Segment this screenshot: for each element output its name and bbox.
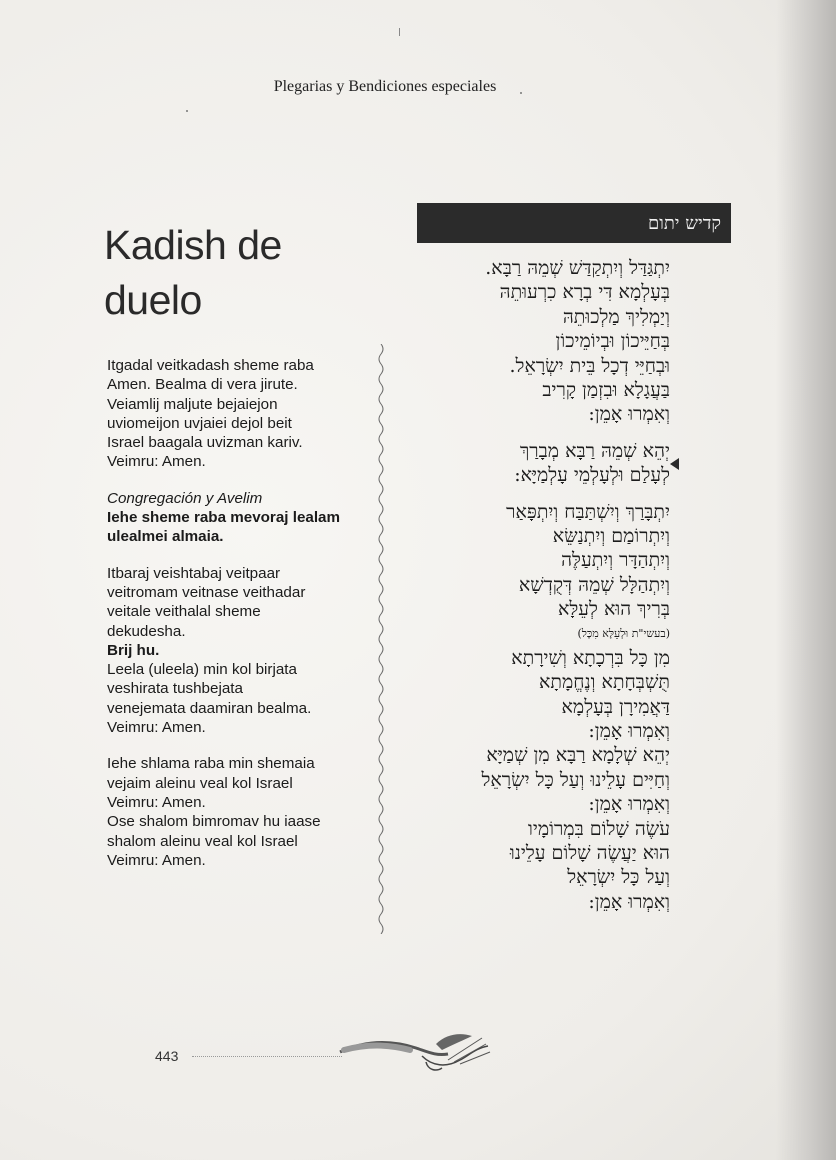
translit-line: shalom aleinu veal kol Israel bbox=[107, 832, 298, 850]
hebrew-line: תֻּשְׁבְּחָתָא וְנֶחֱמָתָא bbox=[538, 671, 670, 694]
hebrew-line: בְּחַיֵּיכוֹן וּבְיוֹמֵיכוֹן bbox=[555, 330, 670, 353]
hebrew-line: דַּאֲמִירָן בְּעָלְמָא bbox=[561, 695, 670, 718]
translit-paragraph-3 bbox=[107, 564, 367, 738]
page-title-line-2: duelo bbox=[104, 277, 202, 323]
translit-line: Veiamlij maljute bejaiejon bbox=[107, 395, 278, 413]
translit-line: Israel baagala uvizman kariv. bbox=[107, 434, 303, 452]
brij-hu-line: Brij hu. bbox=[107, 641, 160, 659]
hebrew-line: עֹשֶׂה שָׁלוֹם בִּמְרוֹמָיו bbox=[528, 817, 670, 840]
transliteration-column bbox=[107, 356, 367, 887]
hebrew-line: יִתְגַּדַּל וְיִתְקַדַּשׁ שְׁמֵהּ רַבָּא. bbox=[485, 257, 670, 279]
hebrew-section-header: קדיש יתום bbox=[417, 203, 731, 243]
translit-line: Veimru: Amen. bbox=[107, 793, 206, 811]
translit-paragraph-4 bbox=[107, 754, 367, 870]
hebrew-line: וְעַל כָּל יִשְׂרָאֵל bbox=[567, 866, 670, 889]
hebrew-line: יְהֵא שְׁלָמָא רַבָּא מִן שְׁמַיָּא bbox=[486, 744, 670, 767]
paper-speck bbox=[186, 110, 188, 112]
translit-paragraph-1 bbox=[107, 356, 367, 472]
translit-line: venejemata daamiran bealma. bbox=[107, 699, 312, 717]
hebrew-line: וּבְחַיֵּי דְכָל בֵּית יִשְׂרָאֵל. bbox=[509, 354, 670, 377]
translit-line: Ose shalom bimromav hu iaase bbox=[107, 813, 321, 831]
book-gutter-shadow bbox=[776, 0, 836, 1160]
congregation-heading: Congregación y Avelim bbox=[107, 489, 263, 507]
hebrew-paragraph-2 bbox=[390, 439, 670, 488]
hebrew-paragraph-4 bbox=[390, 646, 670, 914]
hebrew-line: בַּעֲגָלָא וּבִזְמַן קָרִיב bbox=[542, 379, 670, 402]
print-mark bbox=[399, 28, 400, 36]
hebrew-line: וְיִתְהַדָּר וְיִתְעַלֶּה bbox=[561, 549, 670, 572]
translit-line: Amen. Bealma di vera jirute. bbox=[107, 376, 298, 394]
translit-line: Veimru: Amen. bbox=[107, 453, 206, 471]
hebrew-paragraph-1 bbox=[390, 256, 670, 427]
translit-paragraph-2 bbox=[107, 489, 367, 547]
hebrew-line: וְאִמְרוּ אָמֵן: bbox=[588, 403, 670, 426]
hebrew-line: יִתְבָּרַךְ וְיִשְׁתַּבַּח וְיִתְפָּאַר bbox=[506, 500, 670, 523]
hebrew-small-note: (בעשי"ת וּלְעֵלָּא מִכָּל) bbox=[577, 626, 670, 640]
hebrew-line: וְאִמְרוּ אָמֵן: bbox=[588, 890, 670, 913]
paper-speck bbox=[520, 92, 522, 94]
hebrew-line: וְיִתְרוֹמַם וְיִתְנַשֵּׂא bbox=[552, 525, 670, 548]
translit-line: uviomeijon uvjaiei dejol beit bbox=[107, 414, 292, 432]
translit-line: Veimru: Amen. bbox=[107, 719, 206, 737]
translit-line: Leela (uleela) min kol birjata bbox=[107, 661, 297, 679]
translit-line: ulealmei almaia. bbox=[107, 528, 224, 546]
translit-line: Iehe shlama raba min shemaia bbox=[107, 755, 315, 773]
hebrew-paragraph-3 bbox=[390, 500, 670, 646]
translit-line: vejaim aleinu veal kol Israel bbox=[107, 774, 293, 792]
running-header: Plegarias y Bendiciones especiales bbox=[273, 78, 497, 95]
dove-ornament-icon bbox=[336, 1026, 496, 1076]
footer-dotted-rule bbox=[192, 1056, 342, 1057]
hebrew-line: לְעָלַם וּלְעָלְמֵי עָלְמַיָּא: bbox=[514, 464, 670, 487]
hebrew-line: וְאִמְרוּ אָמֵן: bbox=[588, 719, 670, 742]
translit-line: veitale veithalal sheme bbox=[107, 603, 261, 621]
hebrew-line: וְחַיִּים עָלֵינוּ וְעַל כָּל יִשְׂרָאֵל bbox=[481, 768, 670, 791]
wavy-divider bbox=[374, 344, 388, 934]
translit-line: veitromam veitnase veithadar bbox=[107, 583, 306, 601]
hebrew-line: וְיַמְלִיךְ מַלְכוּתֵהּ bbox=[562, 305, 670, 328]
hebrew-line: בְּעָלְמָא דִּי בְרָא כִרְעוּתֵהּ bbox=[499, 281, 670, 304]
hebrew-line: וְאִמְרוּ אָמֵן: bbox=[588, 793, 670, 816]
hebrew-line: מִן כָּל בִּרְכָתָא וְשִׁירָתָא bbox=[511, 646, 670, 669]
translit-line: Itgadal veitkadash sheme raba bbox=[107, 357, 314, 374]
hebrew-line: בְּרִיךְ הוּא לְעֵלָּא bbox=[557, 598, 670, 621]
translit-line: dekudesha. bbox=[107, 622, 186, 640]
translit-line: veshirata tushbejata bbox=[107, 680, 243, 698]
page-number: 443 bbox=[155, 1048, 179, 1064]
page-title bbox=[104, 218, 394, 328]
hebrew-column bbox=[390, 256, 670, 926]
hebrew-line: וְיִתְהַלָּל שְׁמֵהּ דְּקֻדְשָׁא bbox=[518, 573, 670, 596]
translit-line: Veimru: Amen. bbox=[107, 851, 206, 869]
hebrew-line: יְהֵא שְׁמֵהּ רַבָּא מְבָרַךְ bbox=[519, 439, 670, 462]
translit-line: Iehe sheme raba mevoraj lealam bbox=[107, 509, 341, 527]
translit-line: Itbaraj veishtabaj veitpaar bbox=[107, 564, 281, 582]
hebrew-line: הוּא יַעֲשֶׂה שָׁלוֹם עָלֵינוּ bbox=[509, 841, 670, 864]
congregation-arrow-icon bbox=[670, 458, 679, 470]
page-title-line-1: Kadish de bbox=[104, 222, 282, 268]
